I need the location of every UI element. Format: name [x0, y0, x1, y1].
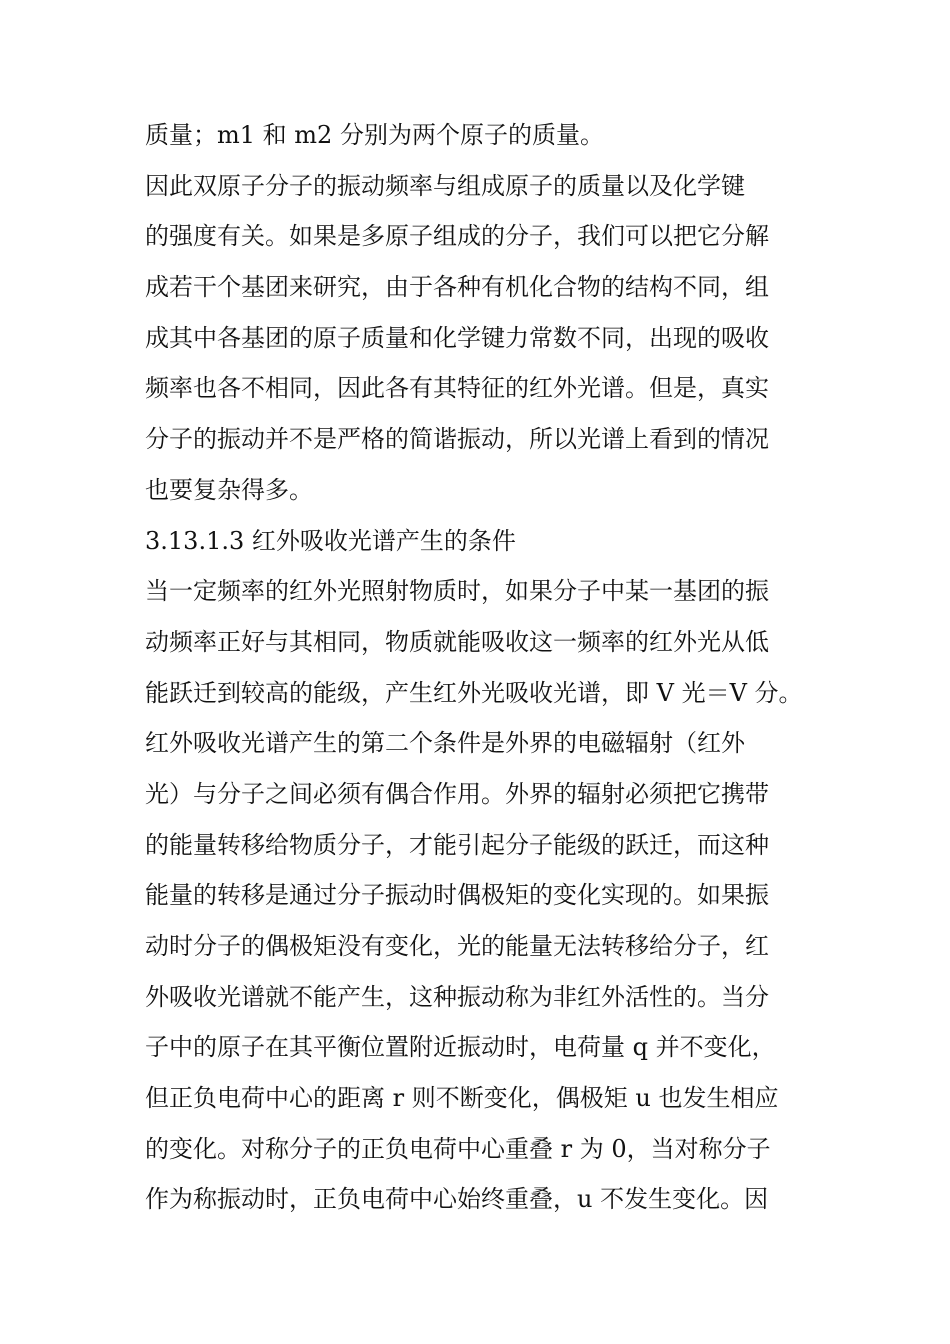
text-line: 作为称振动时，正负电荷中心始终重叠，u 不发生变化。因: [145, 1185, 769, 1214]
text-line: 分子的振动并不是严格的简谐振动，所以光谱上看到的情况: [145, 425, 769, 454]
text-line: 外吸收光谱就不能产生，这种振动称为非红外活性的。当分: [145, 982, 769, 1011]
text-line: 成其中各基团的原子质量和化学键力常数不同，出现的吸收: [145, 323, 769, 352]
text-line: 的变化。对称分子的正负电荷中心重叠 r 为 0，当对称分子: [145, 1134, 771, 1163]
text-line: 质量；m1 和 m2 分别为两个原子的质量。: [145, 121, 604, 149]
text-line: 光）与分子之间必须有偶合作用。外界的辐射必须把它携带: [145, 779, 769, 808]
document-body: [145, 110, 845, 1225]
section-heading: 3.13.1.3 红外吸收光谱产生的条件: [145, 526, 516, 555]
text-line: 的强度有关。如果是多原子组成的分子，我们可以把它分解: [145, 222, 769, 251]
text-line: 成若干个基团来研究，由于各种有机化合物的结构不同，组: [145, 273, 769, 302]
text-line: 当一定频率的红外光照射物质时，如果分子中某一基团的振: [145, 577, 769, 606]
text-line: 动时分子的偶极矩没有变化，光的能量无法转移给分子，红: [145, 932, 769, 960]
text-line: 的能量转移给物质分子，才能引起分子能级的跃迁，而这种: [145, 830, 769, 859]
text-line: 能量的转移是通过分子振动时偶极矩的变化实现的。如果振: [145, 881, 769, 910]
text-line: 因此双原子分子的振动频率与组成原子的质量以及化学键: [145, 171, 745, 200]
text-line: 红外吸收光谱产生的第二个条件是外界的电磁辐射（红外: [145, 729, 745, 758]
text-line: 频率也各不相同，因此各有其特征的红外光谱。但是，真实: [145, 374, 769, 403]
text-line: 能跃迁到较高的能级，产生红外光吸收光谱，即 V 光＝V 分。: [145, 678, 803, 707]
text-line: 子中的原子在其平衡位置附近振动时，电荷量 q 并不变化，: [145, 1033, 776, 1062]
text-line: 也要复杂得多。: [145, 475, 313, 504]
text-line: 但正负电荷中心的距离 r 则不断变化，偶极矩 u 也发生相应: [145, 1084, 779, 1113]
text-line: 动频率正好与其相同，物质就能吸收这一频率的红外光从低: [145, 627, 769, 656]
